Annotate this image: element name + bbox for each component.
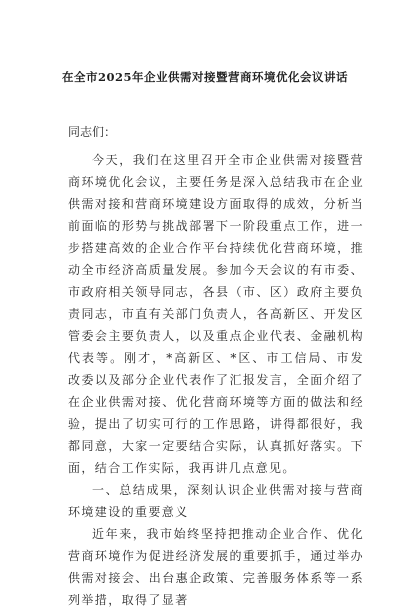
greeting: 同志们： xyxy=(68,125,117,139)
section-heading-one: 一、总结成果，深刻认识企业供需对接与营商环境建设的重要意义 xyxy=(68,483,364,519)
paragraph-opening: 今天，我们在这里召开全市企业供需对接暨营商环境优化会议，主要任务是深入总结我市在企业供需对接和营商环境建设方面取得的成效，分析当前面临的形势与挑战部署下一阶段重点工作，进一步搭建高效的企业合作平台持续优化营商环境，推动全市经济高质量发展。参加今天会议的有市委、市政府相关领导同志，各县（市、区）政府主要负责同志，市直有关部门负责人，各高新区、开发区管委会主要负责人，以及重点企业代表、金融机构代表等。刚才，*高新区、*区、市工信局、市发改委以及部分企业代表作了汇报发言，全面介绍了在企业供需对接、优化营商环境等方面的做法和经验，提出了切实可行的工作思路，讲得都很好，我都同意，大家一定要结合实际，认真抓好落实。下面，结合工作实际，我再讲几点意见。 xyxy=(68,153,364,475)
document-title: 在全市2025年企业供需对接暨营商环境优化会议讲话 xyxy=(61,70,348,84)
paragraph-section-one: 近年来，我市始终坚持把推动企业合作、优化营商环境作为促进经济发展的重要抓手，通过举办供需对接会、出台惠企政策、完善服务体系等一系列举措，取得了显著 xyxy=(68,527,364,607)
